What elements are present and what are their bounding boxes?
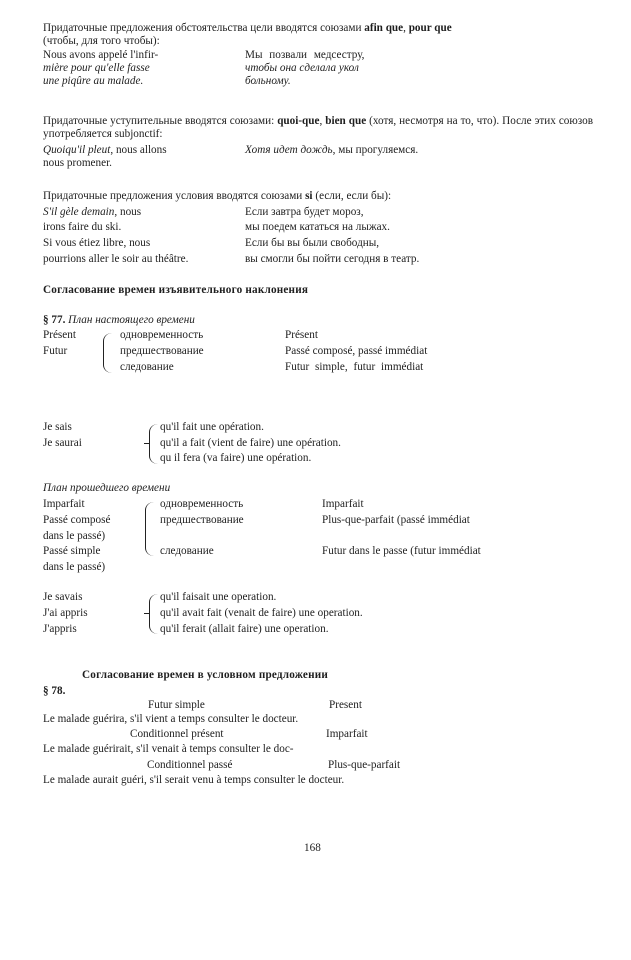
s78-row2-sentence: Le malade guérirait, s'il venait à temps consulter le doc- [43,743,294,755]
conj-si: si [305,190,313,202]
s78-row2-sub-tense: Imparfait [326,728,368,740]
ex77-right-3: qu il fera (va faire) une opération. [160,452,312,464]
brace-past-plan [145,502,155,556]
past-right-2: Plus-que-parfait (passé immédiat [322,514,470,526]
past-right-3: Futur dans le passe (futur immédiat [322,545,481,557]
ex77-left-2: Je saurai [43,437,82,449]
s78-row3-sub-tense: Plus-que-parfait [328,759,401,771]
expast-left-2: J'ai appris [43,607,88,619]
s77-left-present: Présent [43,329,76,341]
expast-left-3: J'appris [43,623,77,635]
brace-expast [149,594,159,634]
condition-ru-line-3: Если бы вы были свободны, [245,237,380,249]
conj-bien-que: bien que [325,115,367,127]
s77-mid-2: предшествование [120,345,204,357]
brace-s77-plan [103,333,113,373]
ex77-right-2: qu'il a fait (vient de faire) une opération. [160,437,341,449]
brace-ex77 [149,424,159,464]
purpose-fr-line-1: Nous avons appelé l'infir- [43,49,159,61]
condition-intro: Придаточные предложения условия вводятся союзами si (если, если бы): [43,190,392,202]
s77-right-3: Futur simple, futur immédiat [285,361,424,373]
past-left-5: dans le passé) [43,561,106,573]
past-right-1: Imparfait [322,498,364,510]
concessive-fr-line-1: Quoiqu'il pleut, nous allons [43,144,167,156]
condition-fr-line-3: Si vous étiez libre, nous [43,237,151,249]
s77-left-futur: Futur [43,345,68,357]
conj-pour-que: pour que [408,22,452,34]
expast-right-3: qu'il ferait (allait faire) une operation. [160,623,329,635]
condition-fr-line-4: pourrions aller le soir au théâtre. [43,253,189,265]
condition-fr-line-2: irons faire du ski. [43,221,122,233]
condition-fr-line-1: S'il gèle demain, nous [43,206,142,218]
heading-indicative: Согласование времен изъявительного наклонения [43,284,309,296]
purpose-ru-line-2: чтобы она сделала укол [245,62,359,74]
past-plan-title: План прошедшего времени [43,482,171,494]
past-left-2: Passé composé [43,514,111,526]
condition-ru-line-2: мы поедем кататься на лыжах. [245,221,390,233]
s78-row3-main-tense: Conditionnel passé [147,759,233,771]
past-left-1: Imparfait [43,498,85,510]
s78-row1-main-tense: Futur simple [148,699,205,711]
past-mid-2: предшествование [160,514,244,526]
ex77-left-1: Je sais [43,421,72,433]
s78-row1-sub-tense: Present [329,699,362,711]
s78-row1-sentence: Le malade guérira, s'il vient a temps consulter le docteur. [43,713,299,725]
s77-right-2: Passé composé, passé immédiat [285,345,428,357]
purpose-fr-line-2: mière pour qu'elle fasse [43,62,150,74]
brace-expast-point [144,613,149,614]
concessive-intro: Придаточные уступительные вводятся союзами: quoi-que, bien que (хотя, несмотря на то, что). После этих союзов употребляется subjonctif: [43,115,593,141]
purpose-intro: Придаточные предложения обстоятельства цели вводятся союзами afin que, pour que (чтобы, для того чтобы): [43,22,452,48]
s78-row2-main-tense: Conditionnel présent [130,728,224,740]
brace-ex77-point [144,443,149,444]
s78-row3-sentence: Le malade aurait guéri, s'il serait venu à temps consulter le docteur. [43,774,345,786]
past-left-3: dans le passé) [43,530,106,542]
purpose-ru-line-1: Мы позвали медсестру, [245,49,365,61]
condition-ru-line-4: вы смогли бы пойти сегодня в театр. [245,253,420,265]
conj-quoique: quoi-que [277,115,320,127]
page-number: 168 [304,842,321,854]
past-mid-3: следование [160,545,214,557]
s77-mid-3: следование [120,361,174,373]
ex77-right-1: qu'il fait une opération. [160,421,264,433]
s78-number: § 78. [43,685,66,697]
expast-right-2: qu'il avait fait (venait de faire) une operation. [160,607,363,619]
purpose-fr-line-3: une piqûre au malade. [43,75,144,87]
conj-afin-que: afin que [364,22,404,34]
s77-right-1: Présent [285,329,318,341]
past-left-4: Passé simple [43,545,101,557]
s77-title: § 77. План настоящего времени [43,314,195,326]
expast-left-1: Je savais [43,591,83,603]
s77-mid-1: одновременность [120,329,204,341]
past-mid-1: одновременность [160,498,244,510]
purpose-ru-line-3: больному. [245,75,291,87]
condition-ru-line-1: Если завтра будет мороз, [245,206,364,218]
expast-right-1: qu'il faisait une operation. [160,591,277,603]
heading-conditional: Согласование времен в условном предложении [82,669,329,681]
concessive-ru-line: Хотя идет дождь, мы прогуляемся. [245,144,419,156]
concessive-fr-line-2: nous promener. [43,157,112,169]
